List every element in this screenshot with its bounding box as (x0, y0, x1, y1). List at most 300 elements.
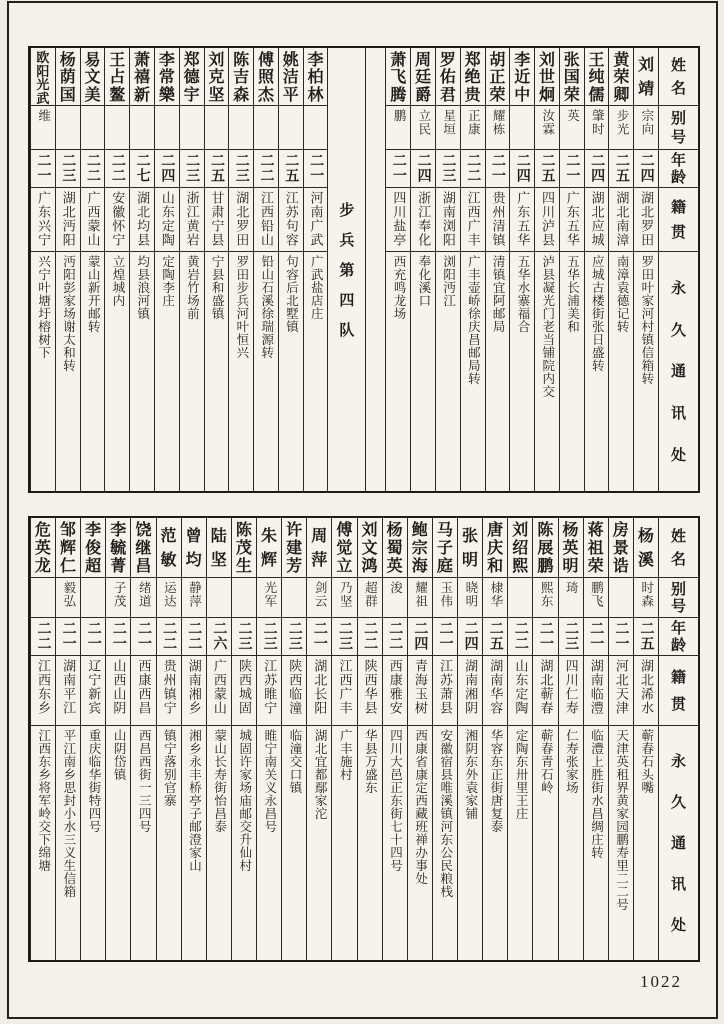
address-cell: 立煌城内 (111, 255, 126, 307)
header-alias: 别 号 (659, 106, 698, 150)
age-cell: 二一 (56, 618, 80, 656)
person-column (460, 48, 485, 491)
alias-cell: 宗向 (634, 106, 658, 150)
address-cell: 奉化溪口 (416, 255, 431, 307)
origin-cell: 贵州清镇 (486, 188, 510, 252)
alias-cell: 鹏 (386, 106, 410, 150)
name-cell: 陈 展 鹏 (533, 518, 557, 578)
origin-cell: 甘肃宁县 (205, 188, 229, 252)
age-cell: 二七 (130, 150, 154, 188)
person-column (256, 518, 281, 960)
alias-cell: 步光 (609, 106, 633, 150)
alias-cell (282, 578, 306, 618)
spacer-column (365, 48, 385, 491)
address-cell: 天津英租界黄家园鹏寿里二二号 (614, 729, 629, 911)
header-origin: 籍 贯 (659, 656, 698, 726)
address-cell: 睢宁南关义永昌号 (262, 729, 277, 833)
header-column (658, 518, 698, 960)
address-cell: 清镇宜阿邮局 (491, 255, 506, 333)
person-column (105, 518, 130, 960)
address-cell: 华县万盛东 (363, 729, 378, 794)
alias-cell (205, 106, 229, 150)
person-column (507, 518, 532, 960)
origin-cell: 河南广武 (304, 188, 328, 252)
person-column (154, 48, 179, 491)
alias-cell (81, 106, 105, 150)
origin-cell: 贵州镇宁 (157, 656, 181, 726)
person-column (228, 48, 253, 491)
name-cell: 房 景 诰 (609, 518, 633, 578)
address-cell: 宁县和盛镇 (210, 255, 225, 320)
origin-cell: 湖南湘乡 (182, 656, 206, 726)
age-cell: 二四 (458, 618, 482, 656)
alias-cell (207, 578, 231, 618)
origin-cell: 湖北蕲春 (533, 656, 557, 726)
person-column (559, 48, 584, 491)
address-cell: 南漳袁德记转 (615, 255, 630, 333)
origin-cell: 湖北浠水 (634, 656, 658, 726)
name-cell: 刘 靖 (634, 48, 658, 106)
alias-cell: 超群 (358, 578, 382, 618)
address-cell: 临潼交口镇 (287, 729, 302, 794)
origin-cell: 青海玉树 (408, 656, 432, 726)
person-column (534, 48, 559, 491)
alias-cell: 琦 (559, 578, 583, 618)
address-cell: 临澧上胜街水昌绸庄转 (589, 729, 604, 859)
age-cell: 二一 (106, 618, 130, 656)
alias-cell: 浚 (383, 578, 407, 618)
person-column (435, 48, 460, 491)
person-column (482, 518, 507, 960)
age-cell: 二三 (436, 150, 460, 188)
name-cell: 危 英 龙 (31, 518, 55, 578)
address-cell: 仁寿张家场 (564, 729, 579, 794)
address-cell: 城固许家场庙邮交升仙村 (237, 729, 252, 872)
alias-cell (180, 106, 204, 150)
address-cell: 罗田叶家河村镇信箱转 (639, 255, 654, 385)
name-cell: 李 柏 林 (304, 48, 328, 106)
name-cell: 李 俊 超 (81, 518, 105, 578)
roster-table-bottom (28, 516, 700, 962)
address-cell: 罗田步兵河叶恒兴 (234, 255, 249, 359)
address-cell: 西康省康定西藏班禅办事处 (413, 729, 428, 885)
age-cell: 二四 (411, 150, 435, 188)
age-cell: 二六 (207, 618, 231, 656)
address-cell: 四川大邑正东街七十四号 (388, 729, 403, 872)
address-cell: 沔阳彭家场谢太和转 (61, 255, 76, 372)
person-column (30, 48, 55, 491)
person-column (104, 48, 129, 491)
origin-cell: 湖北罗田 (634, 188, 658, 252)
origin-cell: 四川仁寿 (559, 656, 583, 726)
alias-cell: 耀祖 (408, 578, 432, 618)
name-cell: 傅 照 杰 (254, 48, 278, 106)
name-cell: 刘 世 炯 (535, 48, 559, 106)
alias-cell: 时森 (634, 578, 658, 618)
origin-cell: 安徽怀宁 (105, 188, 129, 252)
person-column (231, 518, 256, 960)
person-column (331, 518, 356, 960)
person-column (80, 48, 105, 491)
origin-cell: 湖北长阳 (307, 656, 331, 726)
alias-cell: 玉伟 (433, 578, 457, 618)
person-column (457, 518, 482, 960)
origin-cell: 江西广丰 (461, 188, 485, 252)
name-cell: 胡 正 荣 (486, 48, 510, 106)
person-column (253, 48, 278, 491)
origin-cell: 江苏睢宁 (257, 656, 281, 726)
origin-cell: 浙江奉化 (411, 188, 435, 252)
alias-cell: 正康 (461, 106, 485, 150)
address-cell: 蒙山长寿街怡昌泰 (212, 729, 227, 833)
address-cell: 西充鸣龙场 (392, 255, 407, 320)
alias-cell: 晓明 (458, 578, 482, 618)
section-label: 步 兵 第 四 队 (339, 202, 355, 339)
alias-cell (31, 578, 55, 618)
origin-cell: 湖北应城 (585, 188, 609, 252)
name-cell: 郑 德 宇 (180, 48, 204, 106)
name-cell: 易 文 美 (81, 48, 105, 106)
alias-cell: 静萍 (182, 578, 206, 618)
age-cell: 二一 (386, 150, 410, 188)
name-cell: 罗 佑 君 (436, 48, 460, 106)
age-cell: 二四 (634, 150, 658, 188)
person-column (357, 518, 382, 960)
alias-cell (130, 106, 154, 150)
origin-cell: 湖南华容 (483, 656, 507, 726)
address-cell: 西昌西街一三四号 (137, 729, 152, 833)
name-cell: 许 建 芳 (282, 518, 306, 578)
address-cell: 五华长浦美和 (565, 255, 580, 333)
name-cell: 刘 绍 熙 (508, 518, 532, 578)
person-column (181, 518, 206, 960)
person-column (55, 518, 80, 960)
address-cell: 黄岩竹场前 (185, 255, 200, 320)
age-cell: 二二 (383, 618, 407, 656)
alias-cell: 汝霖 (535, 106, 559, 150)
alias-cell: 维 (31, 106, 55, 150)
age-cell: 二二 (358, 618, 382, 656)
origin-cell: 湖南临澧 (584, 656, 608, 726)
origin-cell: 湖南平江 (56, 656, 80, 726)
person-column (633, 518, 658, 960)
origin-cell: 江苏句容 (279, 188, 303, 252)
person-column (281, 518, 306, 960)
origin-cell: 陕西城固 (232, 656, 256, 726)
origin-cell: 四川泸县 (535, 188, 559, 252)
person-column (509, 48, 534, 491)
address-cell: 定陶李庄 (160, 255, 175, 307)
name-cell: 李 常 樂 (155, 48, 179, 106)
address-cell: 重庆临华街特四号 (86, 729, 101, 833)
person-column (583, 518, 608, 960)
address-cell: 广丰壶峤徐庆昌邮局转 (466, 255, 481, 385)
origin-cell: 广东兴宁 (31, 188, 55, 252)
name-cell: 邹 辉 仁 (56, 518, 80, 578)
origin-cell: 广东五华 (510, 188, 534, 252)
name-cell: 刘 文 鸿 (358, 518, 382, 578)
alias-cell: 棣华 (483, 578, 507, 618)
address-cell: 浏阳沔江 (441, 255, 456, 307)
age-cell: 二三 (232, 618, 256, 656)
name-cell: 李 近 中 (510, 48, 534, 106)
age-cell: 二三 (180, 150, 204, 188)
address-cell: 湘乡永丰桥亭子邮澄家山 (187, 729, 202, 872)
header-column (658, 48, 698, 491)
address-cell: 五华水寨福合 (515, 255, 530, 333)
address-cell: 平江南乡思封小水三义生信箱 (61, 729, 76, 898)
origin-cell: 河北天津 (609, 656, 633, 726)
header-alias: 别 号 (659, 578, 698, 618)
name-cell: 郑 绝 贵 (461, 48, 485, 106)
name-cell: 傅 觉 立 (332, 518, 356, 578)
address-cell: 广武盐店庄 (309, 255, 324, 320)
name-cell: 蒋 祖 荣 (584, 518, 608, 578)
person-column (608, 48, 633, 491)
alias-cell: 子茂 (106, 578, 130, 618)
name-cell: 王 占 鳌 (105, 48, 129, 106)
header-name: 姓 名 (659, 48, 698, 106)
section-label-column (327, 48, 365, 491)
origin-cell: 江西铅山 (254, 188, 278, 252)
person-column (80, 518, 105, 960)
name-cell: 饶 继 昌 (131, 518, 155, 578)
alias-cell (508, 578, 532, 618)
person-column (584, 48, 609, 491)
origin-cell: 陕西华县 (358, 656, 382, 726)
name-cell: 曾 均 (182, 518, 206, 578)
person-column (382, 518, 407, 960)
name-cell: 杨 荫 国 (56, 48, 80, 106)
origin-cell: 江西广丰 (332, 656, 356, 726)
person-column (278, 48, 303, 491)
name-cell: 杨 蜀 英 (383, 518, 407, 578)
age-cell: 二四 (155, 150, 179, 188)
alias-cell: 绪道 (131, 578, 155, 618)
name-cell: 周 廷 爵 (411, 48, 435, 106)
name-cell: 萧 飞 腾 (386, 48, 410, 106)
alias-cell (232, 578, 256, 618)
name-cell: 杨 英 明 (559, 518, 583, 578)
age-cell: 二五 (205, 150, 229, 188)
origin-cell: 山东定陶 (155, 188, 179, 252)
age-cell: 二五 (279, 150, 303, 188)
alias-cell (155, 106, 179, 150)
age-cell: 二二 (508, 618, 532, 656)
person-column (179, 48, 204, 491)
alias-cell: 熙东 (533, 578, 557, 618)
name-cell: 范 敏 (157, 518, 181, 578)
age-cell: 二四 (408, 618, 432, 656)
header-address: 永 久 通 讯 处 (670, 754, 686, 934)
header-origin: 籍 贯 (659, 188, 698, 252)
age-cell: 二二 (81, 150, 105, 188)
person-column (410, 48, 435, 491)
address-cell: 湖北宜都鄢家沱 (313, 729, 328, 820)
age-cell: 二二 (254, 150, 278, 188)
address-cell: 句容后北墅镇 (284, 255, 299, 333)
address-cell: 兴宁叶塘圩榕树下 (36, 255, 51, 359)
person-column (156, 518, 181, 960)
name-cell: 刘 克 坚 (205, 48, 229, 106)
age-cell: 二二 (461, 150, 485, 188)
alias-cell: 乃坚 (332, 578, 356, 618)
person-column (303, 48, 328, 491)
person-column (30, 518, 55, 960)
age-cell: 二一 (307, 618, 331, 656)
person-column (485, 48, 510, 491)
age-cell: 二三 (559, 618, 583, 656)
header-address: 永 久 通 讯 处 (670, 280, 686, 465)
alias-cell (254, 106, 278, 150)
alias-cell (609, 578, 633, 618)
origin-cell: 浙江黄岩 (180, 188, 204, 252)
address-cell: 广丰施村 (338, 729, 353, 781)
origin-cell: 湖北均县 (130, 188, 154, 252)
alias-cell: 立民 (411, 106, 435, 150)
address-cell: 蕲春青石岭 (539, 729, 554, 794)
age-cell: 二四 (585, 150, 609, 188)
address-cell: 蒙山新开邮转 (86, 255, 101, 333)
address-cell: 山阴岱镇 (112, 729, 127, 781)
age-cell: 二一 (609, 618, 633, 656)
alias-cell: 鹏飞 (584, 578, 608, 618)
origin-cell: 湖南湘阴 (458, 656, 482, 726)
age-cell: 二一 (31, 150, 55, 188)
person-column (558, 518, 583, 960)
address-cell: 铅山石溪徐瑞源转 (259, 255, 274, 359)
age-cell: 二四 (510, 150, 534, 188)
name-cell: 欧 阳 光 武 (31, 48, 55, 106)
origin-cell: 辽宁新宾 (81, 656, 105, 726)
name-cell: 唐 庆 和 (483, 518, 507, 578)
age-cell: 二二 (31, 618, 55, 656)
page-number: 1022 (640, 972, 682, 991)
age-cell: 二五 (634, 618, 658, 656)
origin-cell: 西康雅安 (383, 656, 407, 726)
address-cell: 蕲春石头嘴 (639, 729, 654, 794)
person-column (385, 48, 410, 491)
person-column (206, 518, 231, 960)
address-cell: 镇宁落别官寨 (162, 729, 177, 807)
name-cell: 杨 溪 (634, 518, 658, 578)
alias-cell: 肇时 (585, 106, 609, 150)
origin-cell: 广西蒙山 (81, 188, 105, 252)
age-cell: 二三 (257, 618, 281, 656)
age-cell: 二一 (486, 150, 510, 188)
age-cell: 二一 (433, 618, 457, 656)
name-cell: 陈 茂 生 (232, 518, 256, 578)
age-cell: 二三 (282, 618, 306, 656)
person-column (608, 518, 633, 960)
person-column (532, 518, 557, 960)
age-cell: 二一 (81, 618, 105, 656)
origin-cell: 湖北罗田 (229, 188, 253, 252)
origin-cell: 山东定陶 (508, 656, 532, 726)
age-cell: 二三 (332, 618, 356, 656)
age-cell: 二一 (304, 150, 328, 188)
alias-cell (304, 106, 328, 150)
age-cell: 二三 (56, 150, 80, 188)
alias-cell: 运达 (157, 578, 181, 618)
alias-cell (229, 106, 253, 150)
name-cell: 黄 荣 卿 (609, 48, 633, 106)
address-cell: 应城古楼街张日盛转 (590, 255, 605, 372)
origin-cell: 陕西临潼 (282, 656, 306, 726)
age-cell: 二一 (560, 150, 584, 188)
age-cell: 二三 (229, 150, 253, 188)
origin-cell: 江西东乡 (31, 656, 55, 726)
age-cell: 二一 (584, 618, 608, 656)
origin-cell: 江苏萧县 (433, 656, 457, 726)
age-cell: 二五 (535, 150, 559, 188)
address-cell: 安徽宿县唯溪镇河东公民粮栈 (438, 729, 453, 898)
name-cell: 张 国 荣 (560, 48, 584, 106)
person-column (633, 48, 658, 491)
header-age: 年 龄 (659, 618, 698, 656)
alias-cell (81, 578, 105, 618)
alias-cell: 星垣 (436, 106, 460, 150)
alias-cell: 耀栋 (486, 106, 510, 150)
person-column (306, 518, 331, 960)
alias-cell (279, 106, 303, 150)
person-column (407, 518, 432, 960)
name-cell: 陆 坚 (207, 518, 231, 578)
roster-table-top (28, 46, 700, 493)
name-cell: 马 子 庭 (433, 518, 457, 578)
age-cell: 二五 (483, 618, 507, 656)
age-cell: 二五 (609, 150, 633, 188)
person-column (432, 518, 457, 960)
address-cell: 华容东正街唐复泰 (488, 729, 503, 833)
origin-cell: 广西蒙山 (207, 656, 231, 726)
age-cell: 二一 (131, 618, 155, 656)
address-cell: 定陶东卅里王庄 (514, 729, 529, 820)
alias-cell (56, 106, 80, 150)
alias-cell: 光军 (257, 578, 281, 618)
name-cell: 姚 洁 平 (279, 48, 303, 106)
name-cell: 萧 禧 新 (130, 48, 154, 106)
age-cell: 二二 (182, 618, 206, 656)
alias-cell: 英 (560, 106, 584, 150)
alias-cell (105, 106, 129, 150)
origin-cell: 西康西昌 (131, 656, 155, 726)
person-column (130, 518, 155, 960)
person-column (129, 48, 154, 491)
header-name: 姓 名 (659, 518, 698, 578)
origin-cell: 四川盐亭 (386, 188, 410, 252)
name-cell: 周 萍 (307, 518, 331, 578)
alias-cell: 剑云 (307, 578, 331, 618)
origin-cell: 湖北南漳 (609, 188, 633, 252)
name-cell: 张 明 (458, 518, 482, 578)
age-cell: 二一 (533, 618, 557, 656)
name-cell: 王 纯 儒 (585, 48, 609, 106)
person-column (204, 48, 229, 491)
address-cell: 湘阴东外袁家铺 (463, 729, 478, 820)
origin-cell: 湖北沔阳 (56, 188, 80, 252)
header-age: 年 龄 (659, 150, 698, 188)
name-cell: 陈 吉 森 (229, 48, 253, 106)
origin-cell: 山西山阴 (106, 656, 130, 726)
name-cell: 鲍 宗 海 (408, 518, 432, 578)
alias-cell (510, 106, 534, 150)
name-cell: 李 毓 菁 (106, 518, 130, 578)
address-cell: 均县浪河镇 (135, 255, 150, 320)
age-cell: 二二 (105, 150, 129, 188)
origin-cell: 湖南浏阳 (436, 188, 460, 252)
address-cell: 江西东乡将军岭交下绵塘 (36, 729, 51, 872)
